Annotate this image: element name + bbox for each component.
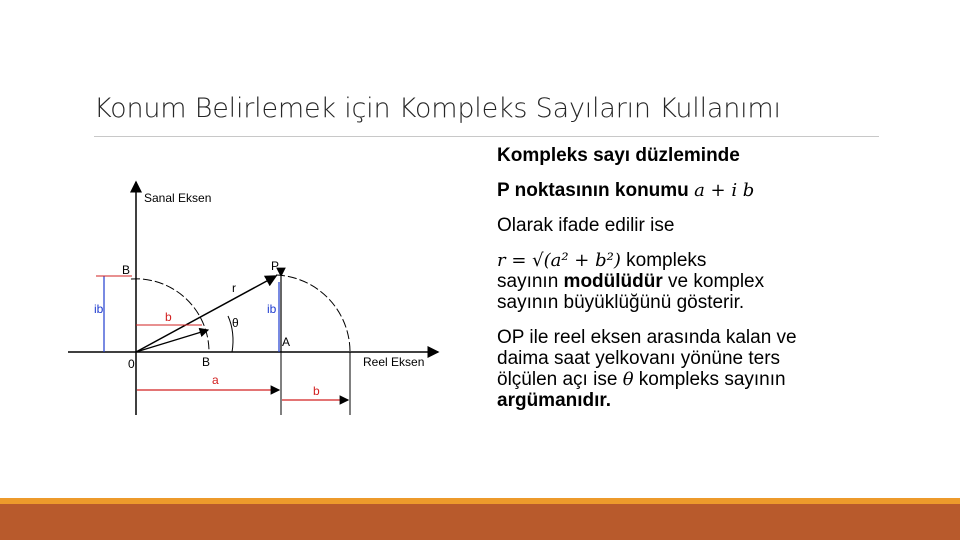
title-divider: [94, 136, 879, 137]
ib-mid-label: ib: [267, 302, 277, 316]
text-line-2: P noktasının konumu a + i b: [497, 180, 755, 201]
ib-left-label: ib: [94, 302, 104, 316]
point-P-label: P: [271, 259, 280, 273]
text-line-3: Olarak ifade edilir ise: [497, 215, 675, 236]
a-label: a: [212, 373, 219, 387]
text-line-10: argümanıdır.: [497, 390, 612, 411]
footer-bar: [0, 504, 960, 540]
text-line-4: r = √(a² + b²) kompleks: [497, 250, 707, 271]
origin-label: 0: [128, 357, 135, 371]
text-line-6: sayının büyüklüğünü gösterir.: [497, 292, 745, 313]
complex-plane-diagram: [60, 170, 460, 420]
explanation-text: [497, 145, 917, 411]
slide-title: Konum Belirlemek için Kompleks Sayıların Kullanımı: [94, 93, 781, 124]
b-inner-label: b: [165, 310, 172, 324]
text-line-5: sayının modülüdür ve komplex: [497, 271, 765, 292]
point-A-label: A: [282, 335, 291, 349]
text-line-8: daima saat yelkovanı yönüne ters: [497, 348, 781, 369]
point-B-top-label: B: [122, 263, 131, 277]
vector-r: [136, 276, 276, 352]
theta-label: θ: [232, 316, 239, 330]
text-line-9: ölçülen açı ise θ kompleks sayının: [497, 369, 786, 390]
text-line-1: Kompleks sayı düzleminde: [497, 145, 740, 166]
x-axis-label: Reel Eksen: [363, 355, 425, 369]
text-line-7: OP ile reel eksen arasında kalan ve: [497, 327, 797, 348]
b-outer-label: b: [313, 384, 320, 398]
point-B-axis-label: B: [202, 355, 211, 369]
r-label: r: [232, 281, 236, 295]
y-axis-label: Sanal Eksen: [144, 191, 212, 205]
